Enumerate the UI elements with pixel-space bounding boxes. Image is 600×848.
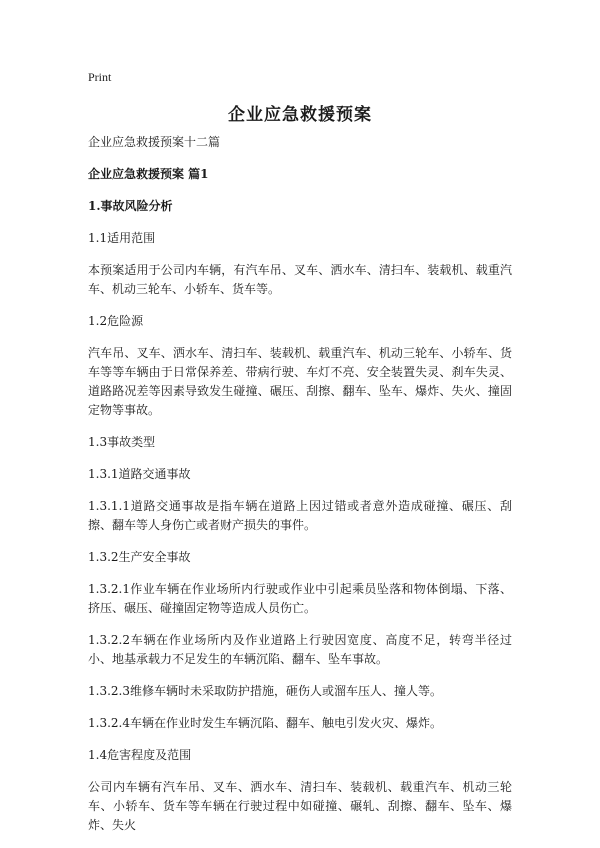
paragraph: 1.3.1.1道路交通事故是指车辆在道路上因过错或者意外造成碰撞、碾压、刮擦、翻车等人身伤亡或者财产损失的事件。: [88, 499, 512, 532]
paragraph: 汽车吊、叉车、洒水车、清扫车、装载机、载重汽车、机动三轮车、小轿车、货车等等车辆由于日常保养差、带病行驶、车灯不亮、安全装置失灵、刹车失灵、道路路况差等因素导致发生碰撞、碾压、刮擦、翻车、坠车、爆炸、失火、撞固定物等事故。: [88, 346, 512, 417]
document-body: [88, 133, 512, 848]
paragraph: 1.3.1道路交通事故: [88, 467, 191, 481]
paragraph: 1.3.2.4车辆在作业时发生车辆沉陷、翻车、触电引发火灾、爆炸。: [88, 716, 442, 730]
paragraph: 公司内车辆有汽车吊、叉车、洒水车、清扫车、装载机、载重汽车、机动三轮车、小轿车、货车等车辆在行驶过程中如碰撞、碾轧、刮擦、翻车、坠车、爆炸、失火: [88, 780, 512, 832]
section-heading: 企业应急救援预案 篇1: [88, 167, 209, 181]
paragraph: 1.3.2生产安全事故: [88, 550, 191, 564]
paragraph: 1.3.2.1作业车辆在作业场所内行驶或作业中引起乘员坠落和物体倒塌、下落、挤压、碾压、碰撞固定物等造成人员伤亡。: [88, 582, 512, 615]
paragraph: 1.3.2.2车辆在作业场所内及作业道路上行驶因宽度、高度不足，转弯半径过小、地基承载力不足发生的车辆沉陷、翻车、坠车事故。: [88, 633, 512, 666]
paragraph: 1.1适用范围: [88, 231, 156, 245]
section-heading: 1.事故风险分析: [88, 199, 173, 213]
paragraph: 1.2危险源: [88, 314, 144, 328]
paragraph: 1.4危害程度及范围: [88, 748, 192, 762]
paragraph: 本预案适用于公司内车辆，有汽车吊、叉车、洒水车、清扫车、装载机、载重汽车、机动三轮车、小轿车、货车等。: [88, 263, 512, 296]
paragraph: 1.3事故类型: [88, 435, 156, 449]
print-label: Print: [88, 70, 112, 84]
document-title: 企业应急救援预案: [228, 105, 372, 125]
paragraph: 1.3.2.3维修车辆时未采取防护措施，砸伤人或溜车压人、撞人等。: [88, 684, 442, 698]
paragraph: 企业应急救援预案十二篇: [88, 135, 221, 149]
